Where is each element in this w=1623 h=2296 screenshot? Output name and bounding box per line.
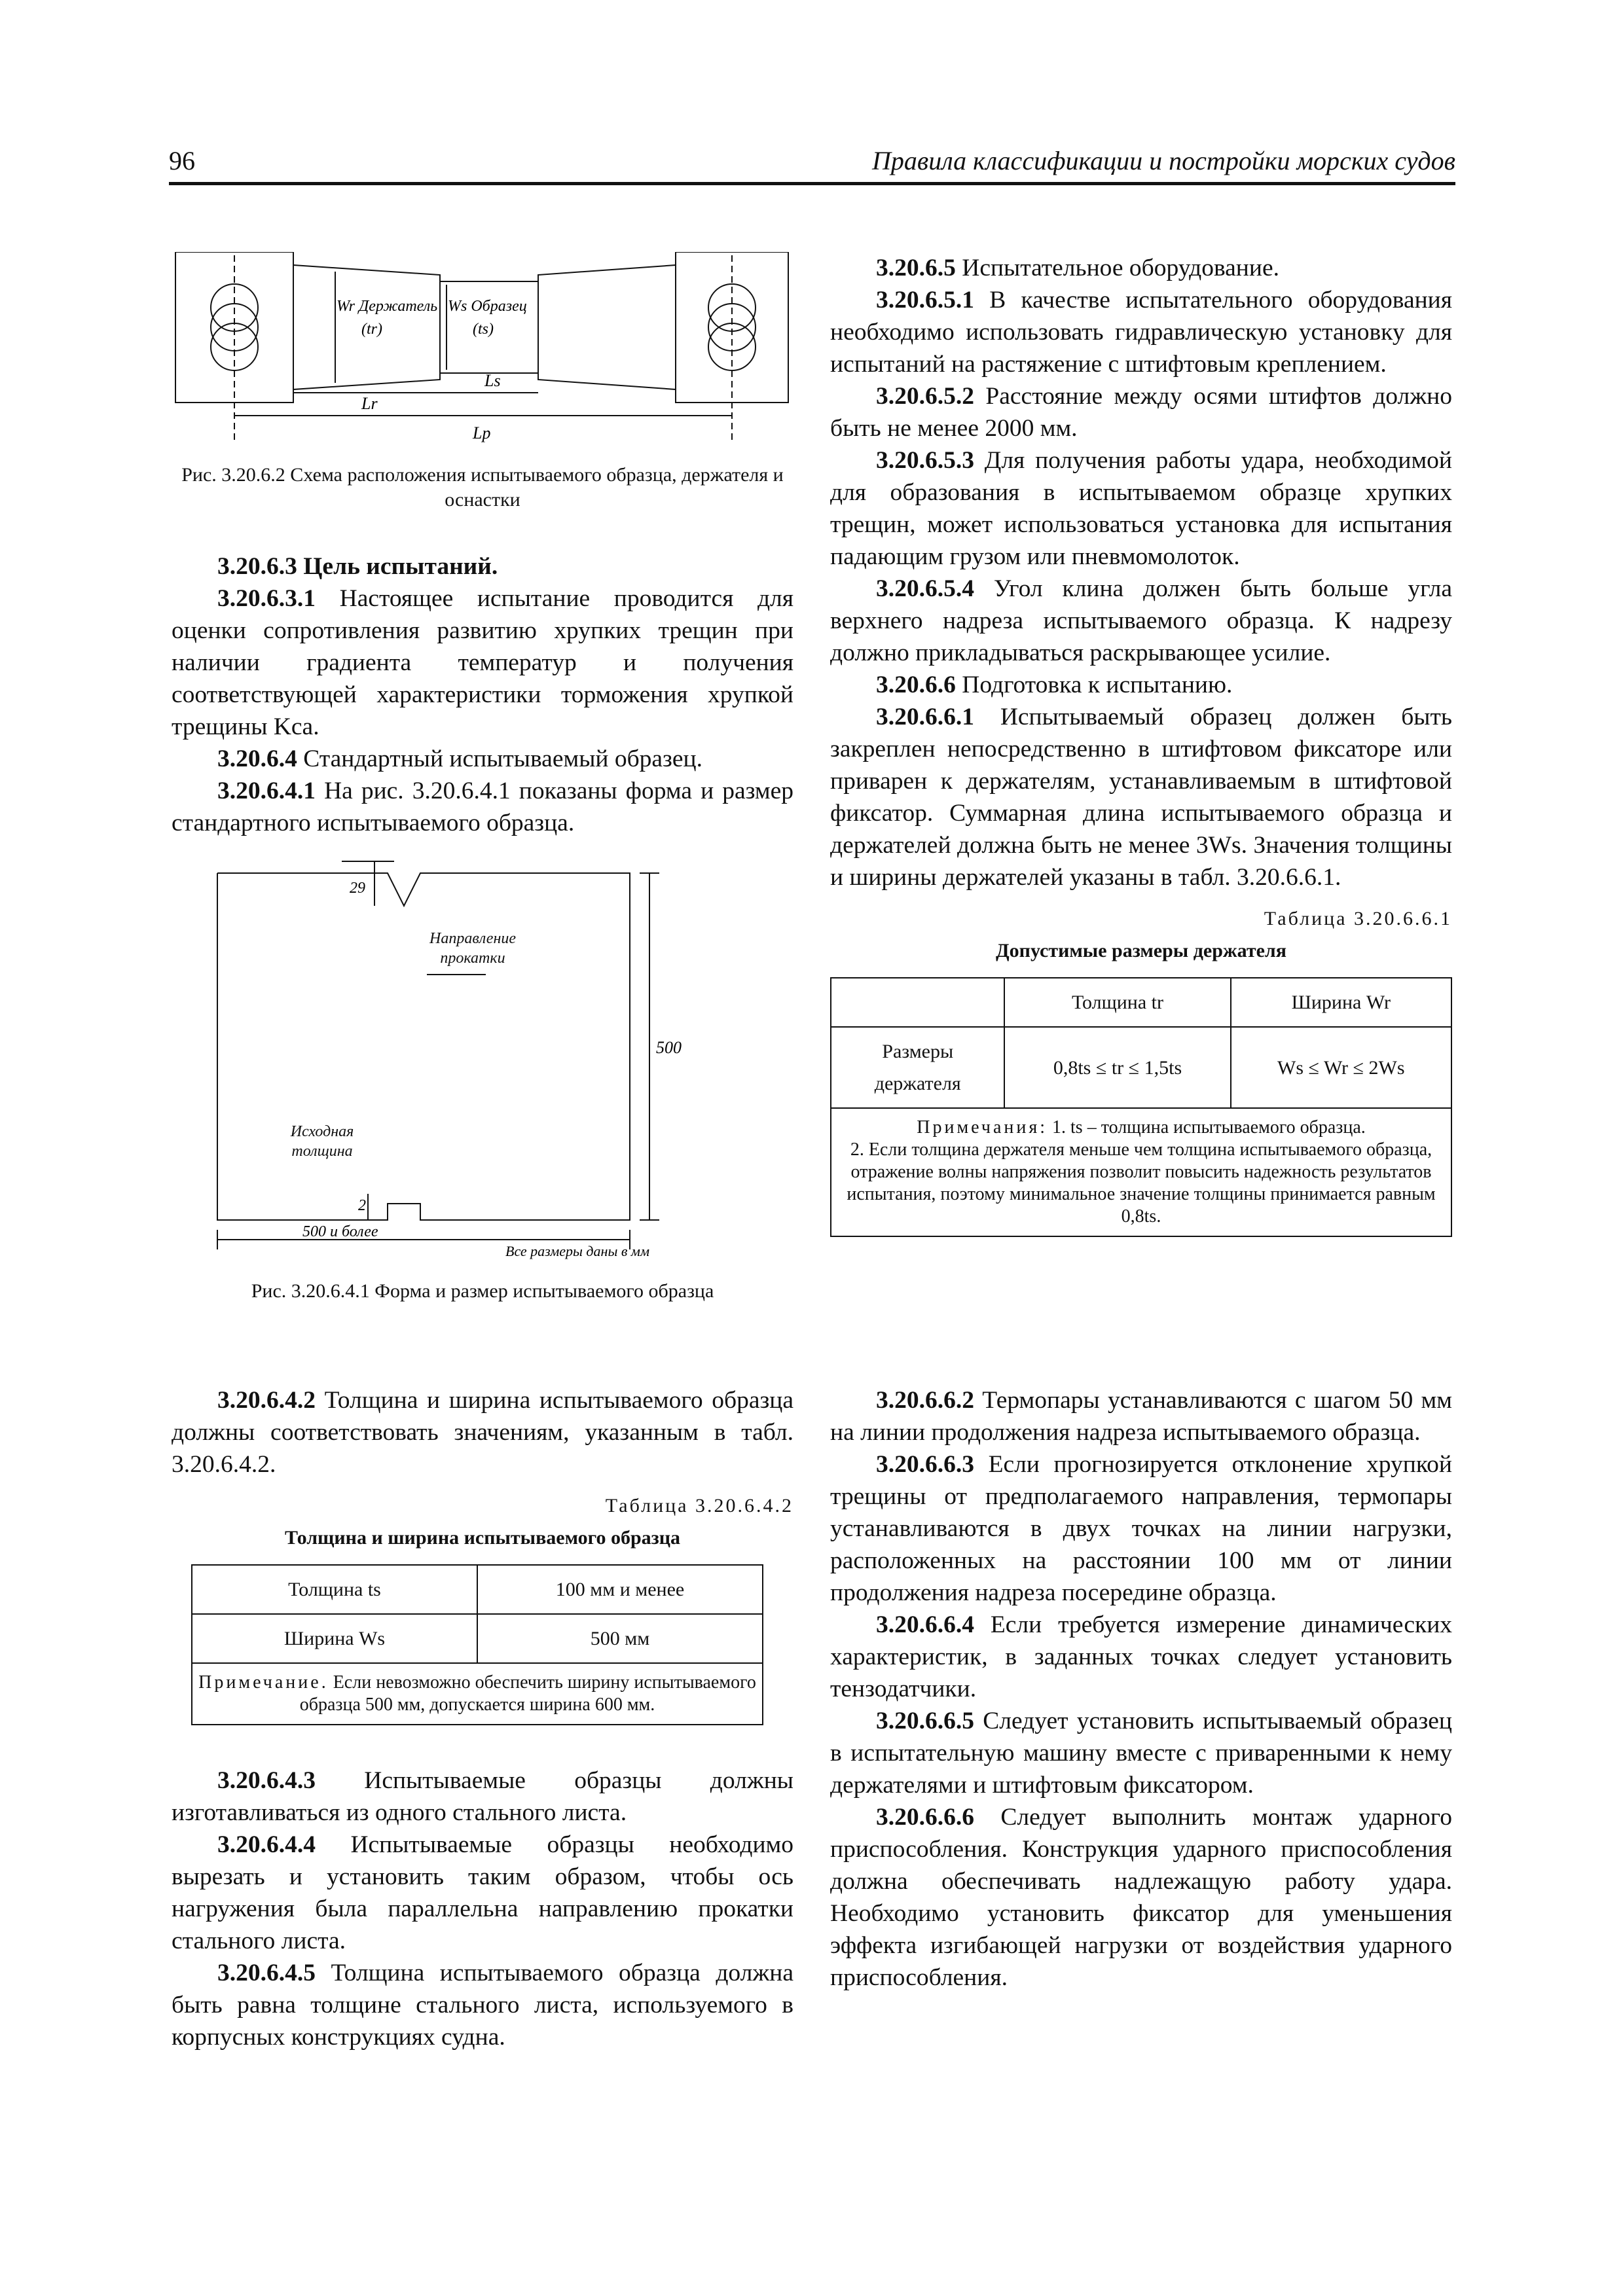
figure-specimen-shape xyxy=(172,853,793,1259)
table-note xyxy=(192,1663,763,1725)
section-number: 3.20.6.4.1 xyxy=(217,778,316,804)
paragraph-3.20.6.4.3 xyxy=(172,1765,793,1829)
fig2-dim-500-more: 500 и более xyxy=(302,1223,378,1240)
fig1-label-ts: (ts) xyxy=(473,321,494,338)
paragraph-text: Стандартный испытываемый образец. xyxy=(303,745,702,772)
paragraph-text: Если требуется измерение динамических характеристик, в заданных точках следует установить тензодатчики. xyxy=(830,1611,1453,1702)
paragraph-3.20.6.3 xyxy=(172,550,793,583)
paragraph-text: Настоящее испытание проводится для оценки сопротивления развитию хрупких трещин при наличии градиента температур и получения соответствующей характеристики торможения хрупкой трещины Kca. xyxy=(172,585,794,740)
fig1-label-wr: Wr Держатель xyxy=(337,298,438,315)
table-cell: 0,8ts ≤ tr ≤ 1,5ts xyxy=(1004,1027,1230,1108)
paragraph-3.20.6.6.6 xyxy=(830,1801,1452,1994)
table-row xyxy=(192,1565,763,1614)
right-column-bottom xyxy=(830,1384,1452,1994)
fig1-label-ls: Ls xyxy=(484,371,501,390)
figure-caption-1: Рис. 3.20.6.2 Схема расположения испытываемого образца, держателя и оснастки xyxy=(181,464,784,511)
paragraph-text: В качестве испытательного оборудования необходимо использовать гидравлическую установку для испытаний на растяжение с штифтовым креплением. xyxy=(830,287,1452,378)
fig2-units-note: Все размеры даны в мм xyxy=(505,1243,649,1259)
paragraph-3.20.6.4 xyxy=(172,743,793,775)
section-number: 3.20.6.4.2 xyxy=(217,1387,316,1414)
section-number: 3.20.6.6 xyxy=(876,672,956,698)
table-row xyxy=(831,1108,1451,1236)
right-column-top xyxy=(830,252,1452,1237)
section-number: 3.20.6.6.1 xyxy=(876,704,974,730)
table-header-thickness: Толщина tr xyxy=(1004,978,1230,1027)
section-number: 3.20.6.4.4 xyxy=(217,1831,316,1858)
paragraph-3.20.6.6.4 xyxy=(830,1609,1452,1705)
figure-caption-2: Рис. 3.20.6.4.1 Форма и размер испытываемого образца xyxy=(251,1280,714,1302)
paragraph-3.20.6.5.2 xyxy=(830,380,1452,444)
section-number: 3.20.6.3.1 xyxy=(217,585,316,612)
page-header xyxy=(169,145,1455,185)
table-row-label: Ширина Ws xyxy=(192,1614,477,1663)
section-number: 3.20.6.5.4 xyxy=(876,575,974,602)
table-row xyxy=(831,978,1451,1027)
section-number: 3.20.6.4.5 xyxy=(217,1960,316,1986)
note-2: 2. Если толщина держателя меньше чем толщина испытываемого образца, отражение волны напряжения позволит повысить надежность результатов испытания, поэтому минимальное значение толщины принимается равным 0,8ts. xyxy=(847,1139,1436,1227)
section-number: 3.20.6.5.2 xyxy=(876,383,974,410)
paragraph-text: Следует выполнить монтаж ударного приспособления. Конструкция ударного приспособления должна обеспечивать надлежащую работу удара. Необходимо установить фиксатор для уменьшения эффекта изгибающей нагрузки от воздействия ударного приспособления. xyxy=(830,1804,1452,1991)
table-holder-sizes xyxy=(830,977,1452,1237)
paragraph-text: Угол клина должен быть больше угла верхнего надреза испытываемого образца. К надрезу должно прикладываться раскрывающее усилие. xyxy=(830,575,1452,666)
paragraph-text: Для получения работы удара, необходимой для образования в испытываемом образце хрупких трещин, может использоваться установка для испытания падающим грузом или пневмомолоток. xyxy=(830,447,1453,570)
table-row xyxy=(831,1027,1451,1108)
note-head: Примечания: xyxy=(917,1117,1048,1138)
paragraph-3.20.6.6.3 xyxy=(830,1448,1452,1609)
paragraph-text: Толщина испытываемого образца должна быть равна толщине стального листа, используемого в корпусных конструкциях судна. xyxy=(172,1960,793,2051)
paragraph-text: Следует установить испытываемый образец в испытательную машину вместе с приваренными к нему держателями и штифтовым фиксатором. xyxy=(830,1708,1453,1799)
paragraph-3.20.6.4.5 xyxy=(172,1957,793,2053)
section-number: 3.20.6.4.3 xyxy=(217,1767,316,1794)
table-note xyxy=(831,1108,1451,1236)
section-number: 3.20.6.6.3 xyxy=(876,1451,974,1478)
paragraph-text: Испытываемые образцы должны изготавливаться из одного стального листа. xyxy=(172,1767,793,1826)
paragraph-text: Толщина и ширина испытываемого образца должны соответствовать значениям, указанным в табл. 3.20.6.4.2. xyxy=(172,1387,793,1478)
fig1-label-ws: Ws Образец xyxy=(448,298,527,315)
paragraph-text: На рис. 3.20.6.4.1 показаны форма и размер стандартного испытываемого образца. xyxy=(172,778,794,836)
table-cell: 100 мм и менее xyxy=(477,1565,763,1614)
table-header-width: Ширина Wr xyxy=(1231,978,1451,1027)
table-row xyxy=(192,1663,763,1725)
table-row xyxy=(192,1614,763,1663)
page-number: 96 xyxy=(169,146,195,175)
section-number: 3.20.6.6.5 xyxy=(876,1708,974,1734)
paragraph-text: Если прогнозируется отклонение хрупкой трещины от предполагаемого направления, термопары устанавливаются в двух точках на линии нагрузки, расположенных на расстоянии 100 мм от линии продолжения надреза посередине образца. xyxy=(830,1451,1453,1606)
table-cell: Ws ≤ Wr ≤ 2Ws xyxy=(1231,1027,1451,1108)
paragraph-text: Испытываемые образцы необходимо вырезать и установить таким образом, чтобы ось нагружения была параллельна направлению прокатки стального листа. xyxy=(172,1831,793,1954)
table-row-label: Толщина ts xyxy=(192,1565,477,1614)
fig2-dim-500: 500 xyxy=(656,1038,682,1057)
paragraph-3.20.6.6.1 xyxy=(830,701,1452,893)
table-cell-empty xyxy=(831,978,1004,1027)
paragraph-3.20.6.4.2 xyxy=(172,1384,793,1480)
paragraph-3.20.6.6.2 xyxy=(830,1384,1452,1448)
fig1-label-lr: Lr xyxy=(361,394,378,413)
section-number: 3.20.6.3 xyxy=(217,553,297,580)
left-column-top xyxy=(172,252,793,1304)
table-title-3.20.6.4.2: Толщина и ширина испытываемого образца xyxy=(284,1527,681,1549)
paragraph-3.20.6.3.1 xyxy=(172,583,793,743)
paragraph-text: Подготовка к испытанию. xyxy=(962,672,1233,698)
table-caption-3.20.6.4.2: Таблица 3.20.6.4.2 xyxy=(605,1495,793,1516)
paragraph-3.20.6.5 xyxy=(830,252,1452,284)
paragraph-3.20.6.4.4 xyxy=(172,1829,793,1957)
paragraph-3.20.6.5.1 xyxy=(830,284,1452,380)
left-column-bottom xyxy=(172,1384,793,2053)
paragraph-3.20.6.4.1 xyxy=(172,775,793,839)
running-title: Правила классификации и постройки морских судов xyxy=(871,146,1455,175)
section-number: 3.20.6.5.1 xyxy=(876,287,974,314)
figure-holder-scheme xyxy=(172,252,793,448)
section-number: 3.20.6.5.3 xyxy=(876,447,974,474)
table-specimen-sizes xyxy=(191,1564,763,1725)
paragraph-text: Расстояние между осями штифтов должно быть не менее 2000 мм. xyxy=(830,383,1452,442)
note-text: Если невозможно обеспечить ширину испытываемого образца 500 мм, допускается ширина 600 мм. xyxy=(299,1672,756,1715)
section-number: 3.20.6.6.6 xyxy=(876,1804,974,1831)
section-number: 3.20.6.6.4 xyxy=(876,1611,974,1638)
paragraph-3.20.6.5.3 xyxy=(830,444,1452,573)
paragraph-text: Термопары устанавливаются с шагом 50 мм на линии продолжения надреза испытываемого образца. xyxy=(830,1387,1452,1446)
table-caption-3.20.6.6.1: Таблица 3.20.6.6.1 xyxy=(1264,908,1452,929)
note-head: Примечание. xyxy=(198,1672,329,1693)
paragraph-3.20.6.6 xyxy=(830,669,1452,701)
paragraph-text: Испытательное оборудование. xyxy=(962,255,1279,281)
fig1-label-lp: Lp xyxy=(473,423,491,442)
paragraph-3.20.6.6.5 xyxy=(830,1705,1452,1801)
section-number: 3.20.6.4 xyxy=(217,745,297,772)
table-title-3.20.6.6.1: Допустимые размеры держателя xyxy=(996,940,1286,961)
paragraph-text: Испытываемый образец должен быть закреплен непосредственно в штифтовом фиксаторе или приварен к держателям, устанавливаемым в штифтовой фиксатор. Суммарная длина испытываемого образца и держателей должна быть не менее 3Ws. Значения толщины и ширины держателей указаны в табл. 3.20.6.6.1. xyxy=(830,704,1452,891)
fig1-label-tr: (tr) xyxy=(361,321,382,338)
section-title: Цель испытаний. xyxy=(303,553,498,580)
section-number: 3.20.6.6.2 xyxy=(876,1387,974,1414)
fig2-dim-29: 29 xyxy=(350,880,365,897)
note-1: 1. ts – толщина испытываемого образца. xyxy=(1052,1117,1366,1138)
table-cell: 500 мм xyxy=(477,1614,763,1663)
fig2-thickness: Исходная толщина xyxy=(290,1123,354,1160)
section-number: 3.20.6.5 xyxy=(876,255,956,281)
table-row-label: Размеры держателя xyxy=(831,1027,1004,1108)
fig2-dim-2: 2 xyxy=(358,1197,366,1214)
paragraph-3.20.6.5.4 xyxy=(830,573,1452,669)
fig2-direction: Направление прокатки xyxy=(429,930,517,967)
